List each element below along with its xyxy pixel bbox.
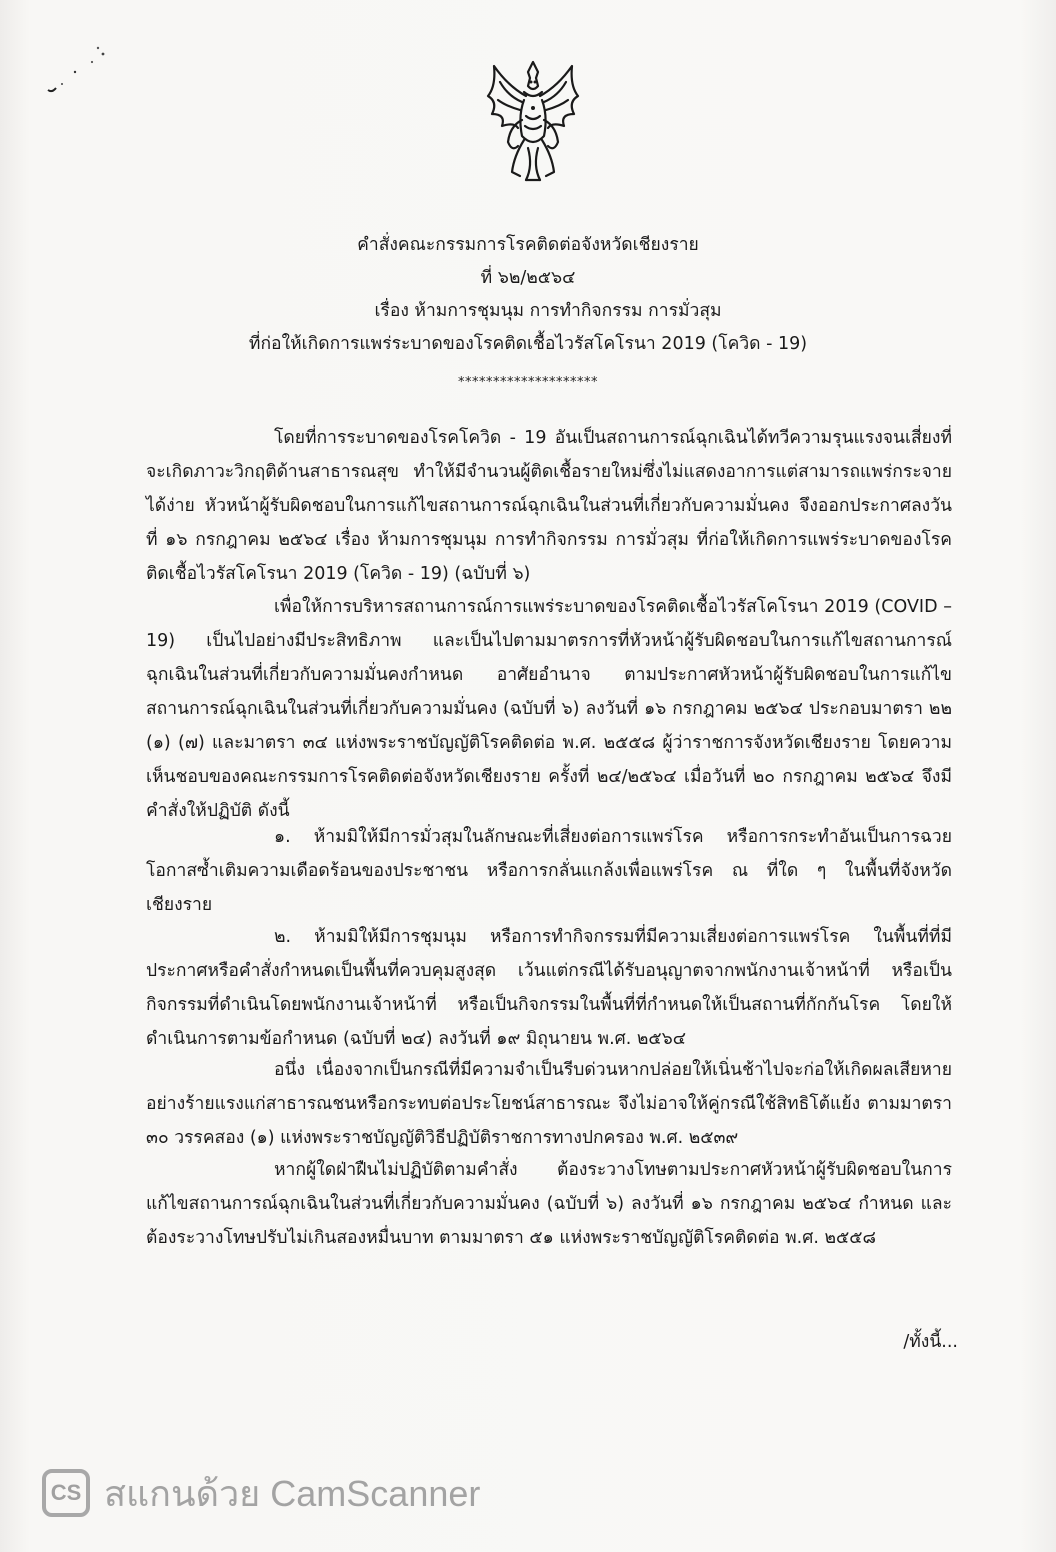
watermark-text: สแกนด้วย CamScanner	[104, 1472, 481, 1514]
paragraph-urgency: อนึ่ง เนื่องจากเป็นกรณีที่มีความจำเป็นรีบด่วนหากปล่อยให้เนิ่นช้าไปจะก่อให้เกิดผลเสียหายอย่างร้ายแรงแก่สาธารณชนหรือกระทบต่อประโยชน์สาธารณะ จึงไม่อาจให้คู่กรณีใช้สิทธิโต้แย้ง ตามมาตรา ๓๐ วรรคสอง (๑) แห่งพระราชบัญญัติวิธีปฏิบัติราชการทางปกครอง พ.ศ. ๒๕๓๙	[146, 1060, 952, 1148]
order-item-2: ๒. ห้ามมิให้มีการชุมนุม หรือการทำกิจกรรมที่มีความเสี่ยงต่อการแพร่โรค ในพื้นที่ที่มีประกาศหรือคำสั่งกำหนดเป็นพื้นที่ควบคุมสูงสุด เว้นแต่กรณีได้รับอนุญาตจากพนักงานเจ้าหน้าที่ หรือเป็นกิจกรรมที่ดำเนินโดยพนักงานเจ้าหน้าที่ หรือเป็นกิจกรรมในพื้นที่ที่กำหนดให้เป็นสถานที่กักกันโรค โดยให้ดำเนินการตามข้อกำหนด (ฉบับที่ ๒๔) ลงวันที่ ๑๙ มิถุนายน พ.ศ. ๒๕๖๔	[146, 927, 952, 1049]
order-title: คำสั่งคณะกรรมการโรคติดต่อจังหวัดเชียงราย	[357, 235, 699, 255]
continuation-marker: /ทั้งนี้...	[903, 1332, 958, 1352]
separator-asterisks: ********************	[458, 375, 598, 390]
order-subject: เรื่อง ห้ามการชุมนุม การทำกิจกรรม การมั่วสุม	[374, 301, 722, 321]
paragraph-authority: เพื่อให้การบริหารสถานการณ์การแพร่ระบาดของโรคติดเชื้อไวรัสโคโรนา 2019 (COVID – 19) เป็นไปอย่างมีประสิทธิภาพ และเป็นไปตามมาตรการที่หัวหน้าผู้รับผิดชอบในการแก้ไขสถานการณ์ฉุกเฉินในส่วนที่เกี่ยวกับความมั่นคงกำหนด อาศัยอำนาจ ตามประกาศหัวหน้าผู้รับผิดชอบในการแก้ไขสถานการณ์ฉุกเฉินในส่วนที่เกี่ยวกับความมั่นคง (ฉบับที่ ๖) ลงวันที่ ๑๖ กรกฎาคม ๒๕๖๔ ประกอบมาตรา ๒๒ (๑) (๗) และมาตรา ๓๔ แห่งพระราชบัญญัติโรคติดต่อ พ.ศ. ๒๕๕๘ ผู้ว่าราชการจังหวัดเชียงราย โดยความเห็นชอบของคณะกรรมการโรคติดต่อจังหวัดเชียงราย ครั้งที่ ๒๔/๒๕๖๔ เมื่อวันที่ ๒๐ กรกฎาคม ๒๕๖๔ จึงมีคำสั่งให้ปฏิบัติ ดังนี้	[146, 597, 952, 821]
paragraph-background: โดยที่การระบาดของโรคโควิด - 19 อันเป็นสถานการณ์ฉุกเฉินได้ทวีความรุนแรงจนเสี่ยงที่จะเกิดภาวะวิกฤติด้านสาธารณสุข ทำให้มีจำนวนผู้ติดเชื้อรายใหม่ซึ่งไม่แสดงอาการแต่สามารถแพร่กระจายได้ง่าย หัวหน้าผู้รับผิดชอบในการแก้ไขสถานการณ์ฉุกเฉินในส่วนที่เกี่ยวกับความมั่นคง จึงออกประกาศลงวันที่ ๑๖ กรกฎาคม ๒๕๖๔ เรื่อง ห้ามการชุมนุม การทำกิจกรรม การมั่วสุม ที่ก่อให้เกิดการแพร่ระบาดของโรคติดเชื้อไวรัสโคโรนา 2019 (โควิด - 19) (ฉบับที่ ๖)	[146, 428, 952, 584]
order-item-1: ๑. ห้ามมิให้มีการมั่วสุมในลักษณะที่เสี่ยงต่อการแพร่โรค หรือการกระทำอันเป็นการฉวยโอกาสซ้ำเติมความเดือดร้อนของประชาชน หรือการกลั่นแกล้งเพื่อแพร่โรค ณ ที่ใด ๆ ในพื้นที่จังหวัดเชียงราย	[146, 827, 952, 915]
scan-speck-marks	[40, 38, 120, 108]
order-number: ที่ ๖๒/๒๕๖๔	[480, 268, 576, 288]
order-subject-line-2: ที่ก่อให้เกิดการแพร่ระบาดของโรคติดเชื้อไวรัสโคโรนา 2019 (โควิด - 19)	[248, 334, 808, 354]
garuda-emblem-icon	[478, 56, 588, 186]
camscanner-logo-icon: CS	[42, 1469, 90, 1517]
camscanner-watermark	[42, 1466, 480, 1520]
paragraph-penalty: หากผู้ใดฝ่าฝืนไม่ปฏิบัติตามคำสั่ง ต้องระวางโทษตามประกาศหัวหน้าผู้รับผิดชอบในการแก้ไขสถานการณ์ฉุกเฉินในส่วนที่เกี่ยวกับความมั่นคง (ฉบับที่ ๖) ลงวันที่ ๑๖ กรกฎาคม ๒๕๖๔ กำหนด และต้องระวางโทษปรับไม่เกินสองหมื่นบาท ตามมาตรา ๕๑ แห่งพระราชบัญญัติโรคติดต่อ พ.ศ. ๒๕๕๘	[146, 1160, 952, 1248]
